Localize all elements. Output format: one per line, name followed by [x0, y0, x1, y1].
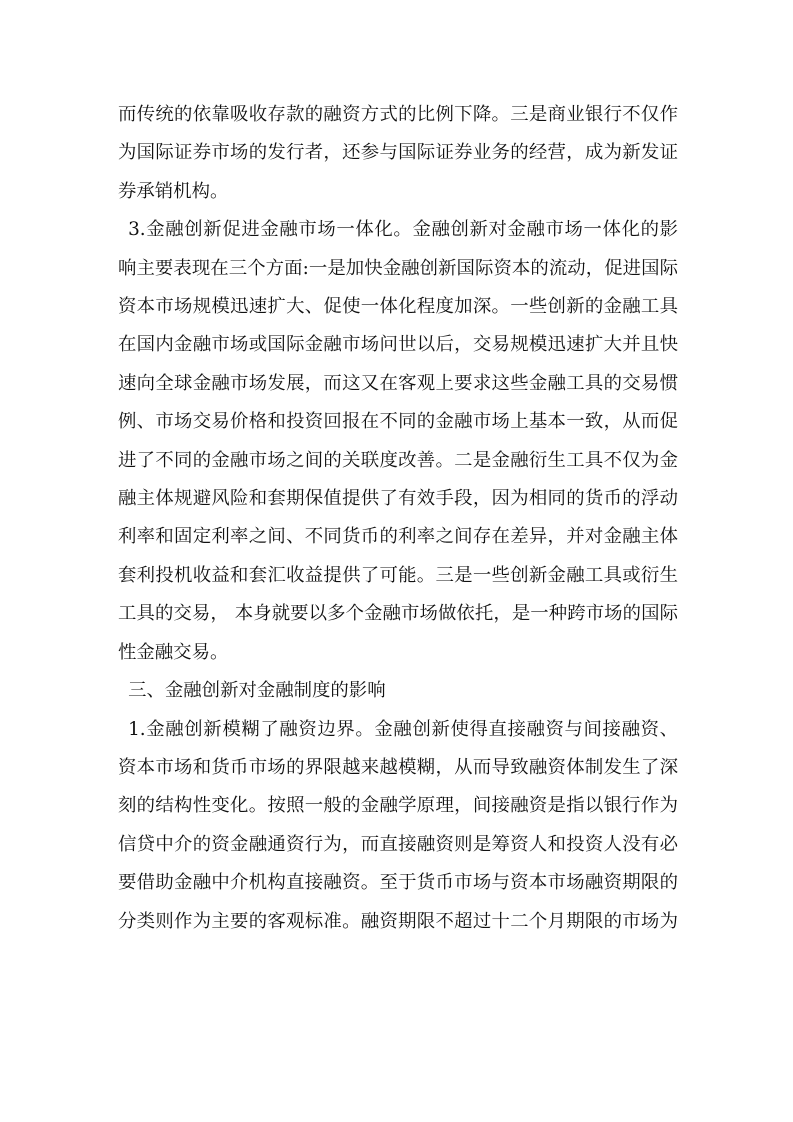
paragraph-financing-boundary: 1.金融创新模糊了融资边界。金融创新使得直接融资与间接融资、资本市场和货币市场的界限越来越模糊，从而导致融资体制发生了深刻的结构性变化。按照一般的金融学原理，间接融资是指以银行作为信贷中介的资金融通资行为，而直接融资则是筹资人和投资人没有必要借助金融中介机构直接融资。至于货币市场与资本市场融资期限的分类则作为主要的客观标准。融资期限不超过十二个月期限的市场为 — [118, 718, 678, 932]
paragraph-financial-market-integration: 3.金融创新促进金融市场一体化。金融创新对金融市场一体化的影响主要表现在三个方面:一是加快金融创新国际资本的流动，促进国际资本市场规模迅速扩大、促使一体化程度加深。一些创新的金融工具在国内金融市场或国际金融市场问世以后，交易规模迅速扩大并且快速向全球金融市场发展，而这又在客观上要求这些金融工具的交易惯例、市场交易价格和投资回报在不同的金融市场上基本一致，从而促进了不同的金融市场之间的关联度改善。二是金融衍生工具不仅为金融主体规避风险和套期保值提供了有效手段，因为相同的货币的浮动利率和固定利率之间、不同货币的利率之间存在差异，并对金融主体套利投机收益和套汇收益提供了可能。三是一些创新金融工具或衍生工具的交易， 本身就要以多个金融市场做依托，是一种跨市场的国际性金融交易。 — [118, 219, 678, 663]
section-heading: 三、金融创新对金融制度的影响 — [128, 680, 386, 702]
document-body — [118, 96, 678, 941]
paragraph-continuation: 而传统的依靠吸收存款的融资方式的比例下降。三是商业银行不仅作为国际证券市场的发行者，还参与国际证券业务的经营，成为新发证券承销机构。 — [118, 104, 678, 202]
